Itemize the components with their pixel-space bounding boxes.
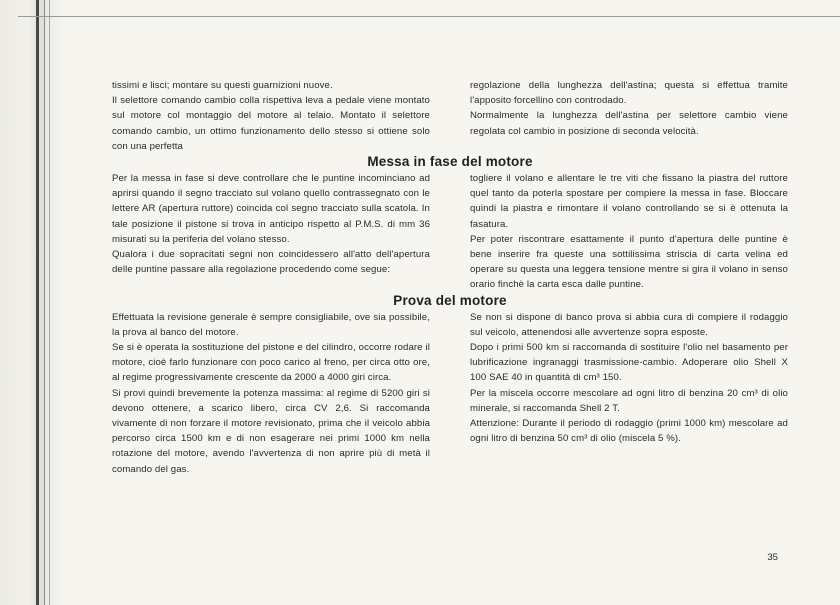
paragraph: Per la miscela occorre mescolare ad ogni litro di benzina 20 cm³ di olio minerale, si raccomanda Shell 2 T. <box>470 387 788 414</box>
section-heading-messa-in-fase: Messa in fase del motore <box>367 154 533 170</box>
paragraph: Effettuata la revisione generale è sempre consigliabile, ove sia possibile, la prova al banco del motore. <box>112 311 430 338</box>
paragraph: togliere il volano e allentare le tre viti che fissano la piastra del ruttore quel tanto da poterla spostare per compiere la messa in fase. Bloccare quindi la piastra e rimontare il volano controllando se si è ottenuta la fasatura. <box>470 173 788 230</box>
paragraph: tissimi e lisci; montare su questi guarnizioni nuove. <box>112 80 333 91</box>
prova-del-motore-right-column <box>470 310 788 477</box>
paragraph: regolazione della lunghezza dell'astina; questa si effettua tramite l'apposito forcellino con controdado. <box>470 80 788 107</box>
messa-in-fase-left-column <box>112 171 430 293</box>
paragraph: Normalmente la lunghezza dell'astina per selettore cambio viene regolata col cambio in posizione di seconda velocità. <box>470 110 788 137</box>
messa-in-fase-right-column <box>470 171 788 293</box>
paragraph: Si provi quindi brevemente la potenza massima: al regime di 5200 giri si devono ottenere, a scarico libero, circa CV 2,6. Si raccomanda vivamente di non forzare il motore revisionato, prima che il veicolo abbia percorso circa 1500 km e di non esagerare nei primi 1000 km nella rotazione del motore, avendo l'avvertenza di non aprire più di metà il comando del gas. <box>112 387 430 475</box>
page-top-edge <box>18 16 840 17</box>
binding-shadow-line <box>49 0 50 605</box>
page-number: 35 <box>767 552 778 563</box>
binding-shadow-line <box>36 0 39 605</box>
intro-section <box>112 78 788 154</box>
intro-right-column <box>470 78 788 154</box>
paragraph: Dopo i primi 500 km si raccomanda di sostituire l'olio nel basamento per lubrificazione ingranaggi trasmissione-cambio. Adoperare olio Shell X 100 SAE 40 in quantità di cm³ 150. <box>470 342 788 384</box>
paragraph: Per la messa in fase si deve controllare che le puntine incominciano ad aprirsi quando il segno tracciato sul volano quello contrassegnato con le lettere AR (apertura ruttore) coincida col segno tracciato sulla scatola. In tale posizione il pistone si trova in anticipo rispetto al P.M.S. di mm 36 misurati su la periferia del volano stesso. <box>112 173 430 245</box>
paragraph: Qualora i due sopracitati segni non coincidessero all'atto dell'apertura delle puntine passare alla regolazione procedendo come segue: <box>112 249 430 276</box>
binding-shadow-line <box>44 0 45 605</box>
paragraph: Per poter riscontrare esattamente il punto d'apertura delle puntine è bene inserire fra queste una sottilissima striscia di carta velina ed operare su questa una leggera tensione mentre si gira il volano in senso orario finchè la carta esca dalle puntine. <box>470 233 788 291</box>
paragraph: Il selettore comando cambio colla rispettiva leva a pedale viene montato sul motore col montaggio del motore al telaio. Montato il selettore comando cambio, un ottimo funzionamento dello stesso si ottiene solo con una perfetta <box>112 95 430 152</box>
page-binding-edge <box>0 0 62 605</box>
paragraph: Se non si dispone di banco prova si abbia cura di compiere il rodaggio sul veicolo, attenendosi alle avvertenze sopra esposte. <box>470 311 788 338</box>
intro-left-column <box>112 78 430 154</box>
prova-del-motore-left-column <box>112 310 430 477</box>
manual-page <box>112 78 788 477</box>
paragraph: Attenzione: Durante il periodo di rodaggio (primi 1000 km) mescolare ad ogni litro di benzina 50 cm³ di olio (miscela 5 %). <box>470 418 788 445</box>
paragraph: Se si è operata la sostituzione del pistone e del cilindro, occorre rodare il motore, cioè farlo funzionare con poco carico al freno, per circa otto ore, al regime progressivamente crescente da 2000 a 4000 giri circa. <box>112 342 430 384</box>
messa-in-fase-section <box>112 171 788 293</box>
prova-del-motore-section <box>112 310 788 477</box>
section-heading-prova-del-motore: Prova del motore <box>393 292 507 308</box>
